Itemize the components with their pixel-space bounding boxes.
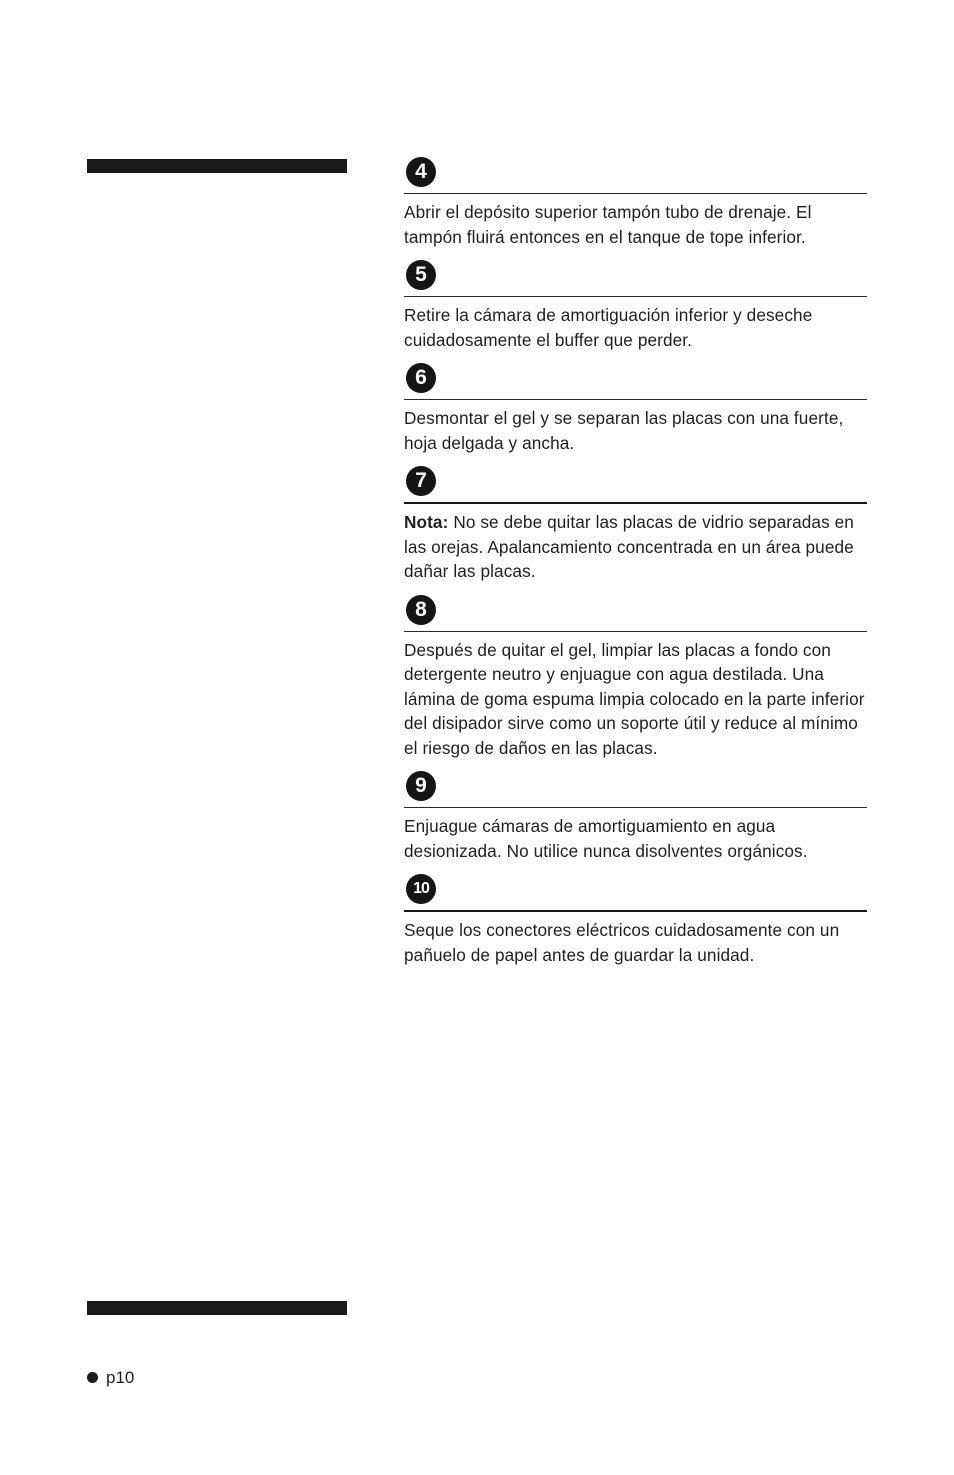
step-header bbox=[404, 362, 867, 400]
step-6 bbox=[404, 362, 867, 455]
step-4 bbox=[404, 156, 867, 249]
step-9 bbox=[404, 770, 867, 863]
top-section-bar bbox=[87, 159, 347, 173]
step-header bbox=[404, 465, 867, 504]
step-number-badge: 5 bbox=[406, 260, 436, 290]
step-text: Desmontar el gel y se separan las placas con una fuerte, hoja delgada y ancha. bbox=[404, 408, 844, 453]
step-number-badge: 7 bbox=[406, 466, 436, 496]
step-text: Abrir el depósito superior tampón tubo de drenaje. El tampón fluirá entonces en el tanque de tope inferior. bbox=[404, 202, 812, 247]
step-number-badge: 8 bbox=[406, 595, 436, 625]
instruction-steps bbox=[404, 156, 867, 977]
step-5 bbox=[404, 259, 867, 352]
page-number: p10 bbox=[106, 1368, 135, 1387]
step-8 bbox=[404, 594, 867, 761]
step-10 bbox=[404, 873, 867, 967]
step-number-badge: 6 bbox=[406, 363, 436, 393]
step-number-badge: 4 bbox=[406, 157, 436, 187]
step-7 bbox=[404, 465, 867, 584]
step-header bbox=[404, 770, 867, 808]
step-number-badge: 9 bbox=[406, 771, 436, 801]
step-header bbox=[404, 873, 867, 912]
step-number-badge: 10 bbox=[406, 874, 436, 904]
step-header bbox=[404, 259, 867, 297]
step-text: Retire la cámara de amortiguación inferior y deseche cuidadosamente el buffer que perder. bbox=[404, 305, 813, 350]
step-header bbox=[404, 594, 867, 632]
page-footer bbox=[87, 1367, 134, 1389]
bottom-section-bar bbox=[87, 1301, 347, 1315]
note-label: Nota: bbox=[404, 512, 449, 532]
step-text: Enjuague cámaras de amortiguamiento en agua desionizada. No utilice nunca disolventes orgánicos. bbox=[404, 816, 808, 861]
step-text: Después de quitar el gel, limpiar las placas a fondo con detergente neutro y enjuague con agua destilada. Una lámina de goma espuma limpia colocado en la parte inferior del disipador sirve como un soporte útil y reduce al mínimo el riesgo de daños en las placas. bbox=[404, 639, 865, 758]
note-text: No se debe quitar las placas de vidrio separadas en las orejas. Apalancamiento concentrada en un área puede dañar las placas. bbox=[404, 512, 854, 581]
step-text: Seque los conectores eléctricos cuidadosamente con un pañuelo de papel antes de guardar la unidad. bbox=[404, 920, 840, 965]
step-text bbox=[404, 510, 867, 584]
step-header bbox=[404, 156, 867, 194]
filled-circle-icon bbox=[87, 1372, 98, 1383]
